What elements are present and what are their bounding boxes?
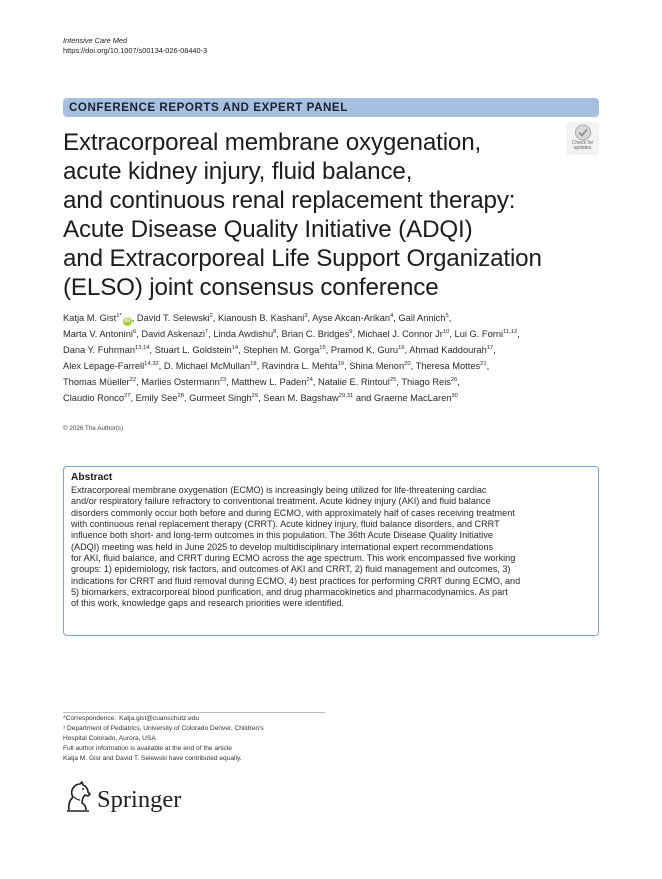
author-affil: 27 (123, 392, 131, 399)
abstract-line: influence both short- and long-term outcomes in this population. The 36th Acute Disease Quality Initiative (71, 530, 493, 541)
author-affil: 19 (337, 360, 345, 367)
author-line: Marta V. Antonini$^6$, David Askenazi$^7$, Linda Awdishu$^8$, Brian C. Bridges$^9$, Michael J. Connor Jr$^{10}$, Lui G. Forni$^{11,12}$, (63, 328, 520, 339)
author-affil: 18 (250, 360, 257, 367)
abstract-heading: Abstract (71, 472, 113, 483)
footnotes (63, 714, 264, 764)
author-affil: 1* (116, 313, 122, 319)
abstract-line: 5) biomarkers, extracorporeal blood purification, and drug pharmacokinetics and pharmacodynamics. As part (71, 587, 508, 598)
doi-link[interactable]: https://doi.org/10.1007/s00134-026-08440-3 (63, 46, 208, 55)
author-affil: 20 (404, 360, 411, 367)
author-affil: 15 (319, 344, 326, 351)
author-name: Thomas Müeller (63, 376, 130, 387)
author-affil: 25 (389, 376, 397, 383)
author-affil: 17 (486, 344, 494, 351)
title-line: Extracorporeal membrane oxygenation, (63, 129, 482, 156)
abstract-line: and/or respiratory failure refractory to conventional treatment. Acute kidney injury (AKI) and fluid balance (71, 496, 491, 507)
author-affil: 13,14 (135, 344, 150, 351)
affiliation-note: Hospital Colorado, Aurora, USA (63, 735, 156, 742)
correspondence-email[interactable]: Katja.gist@cuanschutz.edu (119, 715, 200, 722)
author-name: Theresa Mottes (415, 360, 481, 371)
author-name: Ayse Akcan-Arikan (312, 313, 391, 323)
abstract-line: (ADQI) meeting was held in June 2025 to develop multidisciplinary international expert recommendations (71, 541, 494, 552)
author-affil: 3 (304, 313, 308, 319)
author-name: Ravindra L. Mehta (261, 360, 338, 371)
author-name: Michael J. Connor Jr (357, 328, 443, 339)
author-name: Matthew L. Paden (231, 376, 307, 387)
author-affil: 8 (273, 328, 277, 335)
copyright-notice: © 2026 The Author(s) (63, 425, 124, 432)
abstract-line: for AKI, fluid balance, and CRRT during ECMO across the age spectrum. This work encompassed five working (71, 553, 516, 564)
author-name: Dana Y. Fuhrman (63, 344, 136, 355)
author-affil: 10 (442, 328, 450, 335)
author-line: Dana Y. Fuhrman$^{13,14}$, Stuart L. Goldstein$^{14}$, Stephen M. Gorga$^{15}$, Pramod K. Guru$^{16}$, Ahmad Kaddourah$^{17}$, (63, 344, 496, 355)
author-affil: 22 (129, 376, 137, 383)
author-name: Gurmeet Singh (189, 392, 252, 403)
author-name: Brian C. Bridges (281, 328, 350, 339)
and-word: and (355, 392, 372, 403)
author-line: Katja M. Gist$^{1*}$iD , David T. Selewski$^2$, Kianoush B. Kashani$^3$, Ayse Akcan-Arikan$^4$, Gail Annich$^5$, (63, 313, 452, 324)
equal-contribution-note: Katja M. Gist and David T. Selewski have contributed equally. (63, 755, 242, 762)
author-affil: 14 (231, 344, 239, 351)
author-affil: 30 (451, 392, 458, 399)
affiliation-note: ¹ Department of Pediatrics, University of Colorado Denver, Children's (63, 725, 264, 732)
author-name: Pramod K. Guru (330, 344, 399, 355)
full-info-note: Full author information is available at the end of the article (63, 745, 232, 752)
author-name: Stephen M. Gorga (243, 344, 320, 355)
author-affil: 7 (204, 328, 209, 335)
author-affil: 16 (398, 344, 405, 351)
author-affil: 23 (219, 376, 227, 383)
author-affil: 11,12 (503, 328, 518, 335)
abstract-line: Extracorporeal membrane oxygenation (ECMO) is increasingly being utilized for life-threatening cardiac (71, 485, 487, 495)
abstract-line: indications for CRRT and fluid removal during ECMO, 4) best practices for performing CRRT during ECMO, and (71, 575, 521, 586)
author-name: Thiago Reis (401, 376, 451, 387)
title-line: and Extracorporeal Life Support Organization (63, 245, 542, 272)
author-affil: 29,31 (338, 392, 354, 399)
author-affil: 24 (306, 376, 313, 383)
correspondence-label: *Correspondence: (63, 715, 117, 722)
abstract-box (63, 466, 599, 636)
author-affil: 2 (209, 313, 213, 319)
author-name: Shina Menon (349, 360, 405, 371)
author-name: D. Michael McMullan (163, 360, 251, 371)
section-banner: CONFERENCE REPORTS AND EXPERT PANEL (63, 98, 599, 117)
running-header (63, 36, 207, 56)
check-updates-line1: Check for (571, 140, 594, 146)
author-affil: 5 (445, 313, 449, 319)
author-line: Alex Lepage-Farrell$^{14,32}$, D. Michael McMullan$^{18}$, Ravindra L. Mehta$^{19}$, Shina Menon$^{20}$, Theresa Mottes$^{21}$, (63, 360, 490, 371)
author-name: David T. Selewski (136, 313, 210, 323)
author-affil: 28 (177, 392, 184, 399)
abstract-line: groups: 1) epidemiology, risk factors, and outcomes of AKI and CRRT, 2) fluid management and outcomes, 3) (71, 564, 511, 575)
correspondence-note (63, 714, 264, 724)
journal-name: Intensive Care Med (63, 36, 128, 45)
check-for-updates-badge[interactable] (566, 122, 599, 155)
author-name: Sean M. Bagshaw (263, 392, 339, 403)
check-updates-line2: updates (573, 145, 592, 151)
title-line: acute kidney injury, fluid balance, (63, 158, 413, 185)
author-affil: 29 (251, 392, 259, 399)
abstract-body (71, 485, 591, 610)
author-name: Linda Awdishu (213, 328, 274, 339)
abstract-line: with continuous renal replacement therapy (CRRT). Acute kidney injury, fluid balance disorders, and CRRT (71, 519, 500, 530)
author-name: Katja M. Gist (63, 313, 117, 323)
author-name: Claudio Ronco (63, 392, 124, 403)
title-line: (ELSO) joint consensus conference (63, 274, 439, 301)
title-line: Acute Disease Quality Initiative (ADQI) (63, 216, 473, 243)
author-affil: 6 (132, 328, 137, 335)
author-name: Stuart L. Goldstein (154, 344, 232, 355)
author-name: Gail Annich (398, 313, 446, 323)
author-affil: 14,32 (144, 360, 159, 367)
publisher-name: Springer (97, 786, 182, 813)
author-name: Ahmad Kaddourah (409, 344, 487, 355)
author-name: Graeme MacLaren (373, 392, 452, 403)
abstract-line: of this work, knowledge gaps and research priorities were identified. (71, 598, 344, 609)
author-affil: 26 (450, 376, 458, 383)
author-name: Natalie E. Rintoul (318, 376, 390, 387)
author-line: Thomas Müeller$^{22}$, Marlies Ostermann$^{23}$, Matthew L. Paden$^{24}$, Natalie E. Rintoul$^{25}$, Thiago Reis$^{26}$, (63, 376, 460, 387)
footnote-divider (63, 712, 325, 713)
author-affil: 9 (349, 328, 353, 335)
author-affil: 21 (480, 360, 487, 367)
orcid-icon[interactable]: iD (124, 318, 131, 324)
author-name: Emily See (135, 392, 178, 403)
author-name: David Askenazi (141, 328, 205, 339)
author-list (63, 311, 603, 406)
title-line: and continuous renal replacement therapy: (63, 187, 516, 214)
abstract-line: disorders commonly occur both before and during ECMO, with approximately half of cases receiving treatment (71, 507, 515, 518)
article-title (63, 128, 583, 302)
author-affil: 4 (390, 313, 394, 319)
springer-horse-logo (63, 780, 93, 814)
check-for-updates-icon (574, 124, 592, 141)
author-name: Marta V. Antonini (63, 328, 133, 339)
author-name: Lui G. Forni (454, 328, 504, 339)
author-name: Alex Lepage-Farrell (63, 360, 145, 371)
author-name: Kianoush B. Kashani (217, 313, 305, 323)
author-line: Claudio Ronco$^{27}$, Emily See$^{28}$, Gurmeet Singh$^{29}$, Sean M. Bagshaw$^{29,31}$ and Graeme MacLaren$^{30}$ (63, 392, 458, 403)
author-name: Marlies Ostermann (141, 376, 220, 387)
